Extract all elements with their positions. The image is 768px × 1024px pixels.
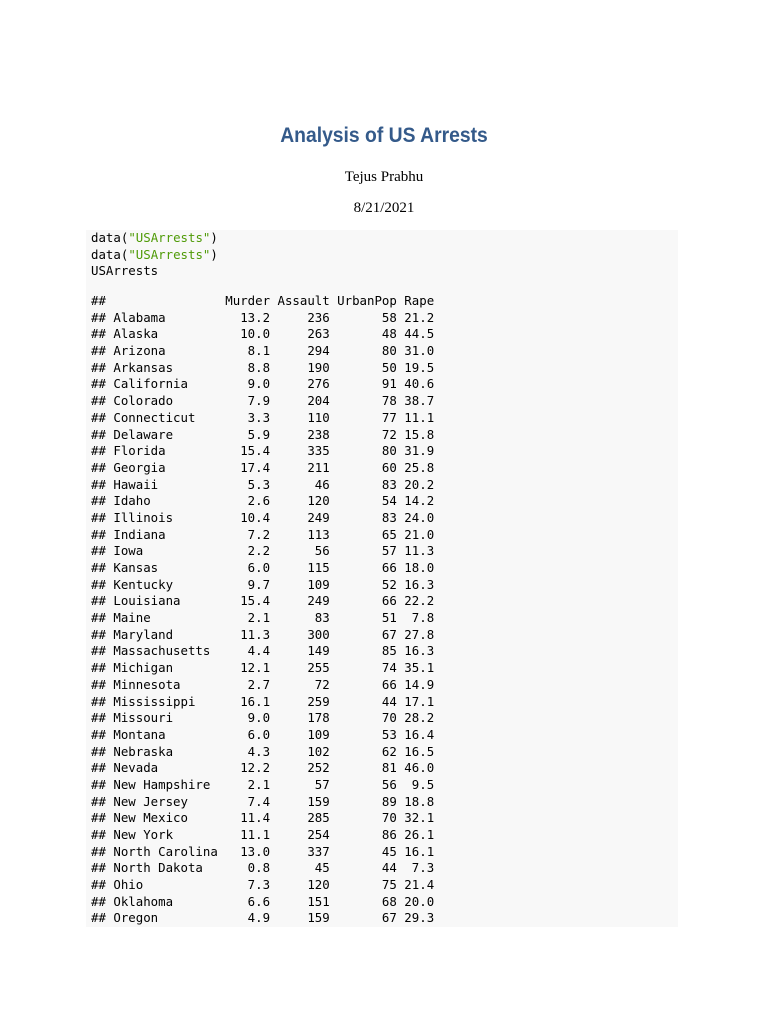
code-paren: ) (210, 246, 218, 262)
output-data-row: ## Michigan 12.1 255 74 35.1 (91, 660, 435, 676)
output-data-row: ## Idaho 2.6 120 54 14.2 (91, 493, 435, 509)
code-block (86, 230, 678, 927)
code-function: data( (91, 230, 129, 245)
document-title: Analysis of US Arrests (280, 124, 488, 147)
output-data-row: ## Louisiana 15.4 249 66 22.2 (91, 593, 435, 609)
code-string: "USArrests" (128, 230, 211, 245)
output-data-row: ## New Jersey 7.4 159 89 18.8 (91, 793, 435, 809)
output-data-row: ## Mississippi 16.1 259 44 17.1 (91, 693, 435, 709)
output-data-row: ## Alaska 10.0 263 48 44.5 (91, 326, 435, 342)
output-data-row: ## Georgia 17.4 211 60 25.8 (91, 459, 435, 475)
code-line (91, 230, 218, 247)
output-data-row: ## Montana 6.0 109 53 16.4 (91, 726, 435, 742)
output-header-row: ## Murder Assault UrbanPop Rape (91, 293, 435, 308)
output-data-row: ## Minnesota 2.7 72 66 14.9 (91, 676, 435, 692)
code-function: data( (91, 246, 129, 262)
output-data-row: ## Indiana 7.2 113 65 21.0 (91, 526, 435, 542)
output-data-row: ## Kansas 6.0 115 66 18.0 (91, 560, 435, 575)
output-data-row: ## New Hampshire 2.1 57 56 9.5 (91, 776, 435, 792)
output-data-row: ## Maryland 11.3 300 67 27.8 (91, 626, 435, 642)
output-data-row: ## Iowa 2.2 56 57 11.3 (91, 543, 435, 559)
code-line (91, 263, 218, 280)
output-data-row: ## Nebraska 4.3 102 62 16.5 (91, 743, 435, 759)
code-paren: ) (210, 230, 218, 245)
code-string: "USArrests" (128, 246, 211, 262)
output-data-row: ## California 9.0 276 91 40.6 (91, 376, 435, 392)
output-data-row: ## Colorado 7.9 204 78 38.7 (91, 393, 435, 409)
output-data-row: ## Massachusetts 4.4 149 85 16.3 (91, 643, 435, 659)
code-line (91, 247, 218, 264)
output-data-row: ## Ohio 7.3 120 75 21.4 (91, 877, 435, 893)
output-data-row: ## Kentucky 9.7 109 52 16.3 (91, 576, 435, 592)
output-data-row: ## Nevada 12.2 252 81 46.0 (91, 760, 435, 776)
output-data-row: ## New York 11.1 254 86 26.1 (91, 827, 435, 842)
code-function: USArrests (91, 263, 159, 279)
document-author: Tejus Prabhu (344, 169, 424, 185)
output-data-row: ## North Dakota 0.8 45 44 7.3 (91, 860, 435, 876)
output-data-row: ## Hawaii 5.3 46 83 20.2 (91, 476, 435, 492)
document-date: 8/21/2021 (353, 200, 415, 216)
r-console-output (91, 293, 434, 927)
output-data-row: ## North Carolina 13.0 337 45 16.1 (91, 843, 435, 859)
output-data-row: ## Oregon 4.9 159 67 29.3 (91, 910, 435, 926)
output-data-row: ## Illinois 10.4 249 83 24.0 (91, 509, 435, 525)
output-data-row: ## Maine 2.1 83 51 7.8 (91, 610, 435, 626)
r-code-input (91, 230, 218, 280)
output-data-row: ## Delaware 5.9 238 72 15.8 (91, 426, 435, 442)
output-data-row: ## New Mexico 11.4 285 70 32.1 (91, 810, 435, 826)
output-data-row: ## Florida 15.4 335 80 31.9 (91, 443, 435, 459)
output-data-row: ## Missouri 9.0 178 70 28.2 (91, 710, 435, 726)
output-data-row: ## Connecticut 3.3 110 77 11.1 (91, 409, 435, 425)
output-data-row: ## Arizona 8.1 294 80 31.0 (91, 343, 435, 359)
output-data-row: ## Oklahoma 6.6 151 68 20.0 (91, 893, 435, 909)
output-data-row: ## Arkansas 8.8 190 50 19.5 (91, 359, 435, 375)
output-data-row: ## Alabama 13.2 236 58 21.2 (91, 309, 435, 325)
